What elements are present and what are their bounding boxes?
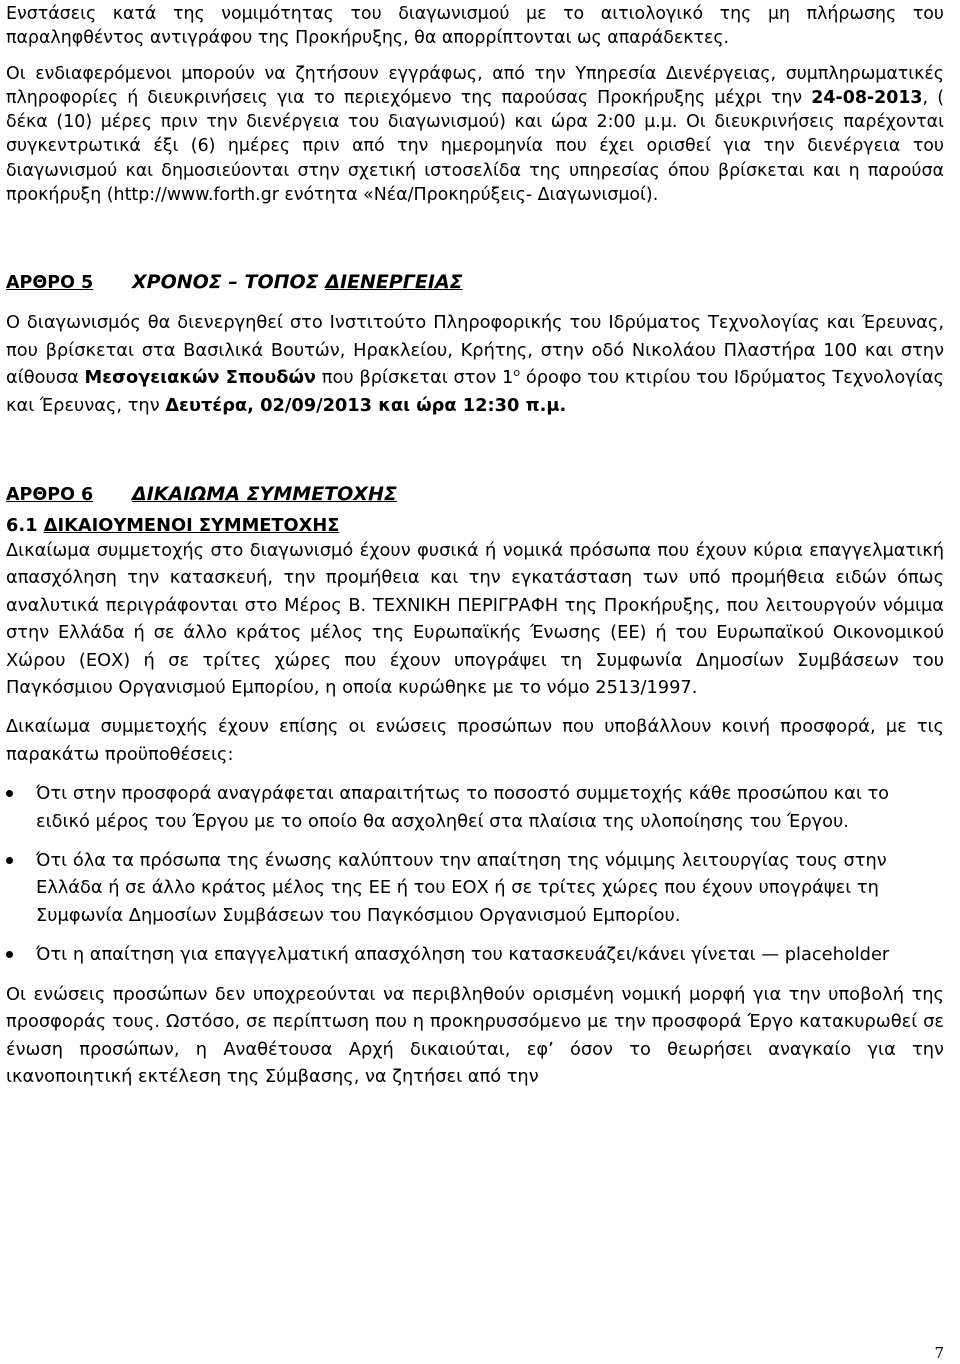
list-item [6, 847, 944, 929]
bullet-icon [6, 790, 13, 797]
conditions-list [6, 780, 944, 968]
article-6-paragraph-1: Δικαίωμα συμμετοχής στο διαγωνισμό έχουν φυσικά ή νομικά πρόσωπα που έχουν κύρια επαγγελματική απασχόληση την κατασκευή, την προμήθεια και την εγκατάσταση των υπό προμήθεια ειδών όπως αναλυτικά περιγράφονται στο Μέρος Β. ΤΕΧΝΙΚΗ ΠΕΡΙΓΡΑΦΗ της Προκήρυξης, που λειτουργούν νόμιμα στην Ελλάδα ή σε άλλο κράτος μέλος της Ευρωπαϊκής Ένωσης (ΕΕ) ή του Ευρωπαϊκού Οικονομικού Χώρου (ΕΟΧ) ή σε τρίτες χώρες που έχουν υπογράψει τη Συμφωνία Δημοσίων Συμβάσεων του Παγκόσμιου Οργανισμού Εμπορίου, η οποία κυρώθηκε με το νόμο 2513/1997. [6, 540, 944, 699]
list-item-text: Ότι όλα τα πρόσωπα της ένωσης καλύπτουν την απαίτηση της νόμιμης λειτουργίας τους στην Ελλάδα ή σε άλλο κράτος μέλος της ΕΕ ή του ΕΟΧ ή σε τρίτες χώρες που έχουν υπογράψει τη Συμφωνία Δημοσίων Συμβάσεων του Παγκόσμιου Οργανισμού Εμπορίου. [36, 850, 887, 926]
article-5-title-a: ΧΡΟΝΟΣ – ΤΟΠΟΣ [132, 271, 326, 294]
subsection-6-1-heading [6, 515, 944, 536]
article-6-title [132, 483, 397, 505]
article-6-paragraph-2: Δικαίωμα συμμετοχής έχουν επίσης οι ενώσεις προσώπων που υποβάλλουν κοινή προσφορά, με τις παρακάτω προϋποθέσεις: [6, 716, 944, 765]
list-item-text: Ότι στην προσφορά αναγράφεται απαραιτήτως το ποσοστό συμμετοχής κάθε προσώπου και το ειδικό μέρος του Έργου με το οποίο θα ασχοληθεί στα πλαίσια της υλοποίησης του Έργου. [36, 783, 890, 832]
list-item [6, 780, 944, 835]
ordinal-suffix: ο [513, 366, 521, 380]
article-5-body-a: Ο διαγωνισμός θα διενεργηθεί στο Ινστιτούτο Πληροφορικής του Ιδρύματος Τεχνολογίας και Έρευνας, που βρίσκεται στα Βασιλικά Βουτών, Ηρακλείου, Κρήτης, στην οδό Νικολάου Πλαστήρα 100 και στην αίθουσα [6, 312, 944, 389]
bullet-icon [6, 857, 13, 864]
subsection-number: 6.1 [6, 515, 44, 536]
event-day: Δευτέρα [165, 394, 248, 416]
intro-paragraph-2 [6, 62, 944, 208]
bullet-icon [6, 951, 13, 958]
article-5-body-c: όροφο του κτιρίου του Ιδρύματος Τεχνολογίας και Έρευνας, την [6, 367, 944, 416]
list-item [6, 941, 944, 968]
intro-text-b: , ( δέκα (10) μέρες πριν την διενέργεια του διαγωνισμού) και ώρα 2:00 μ.μ. Οι διευκρινήσεις παρέχονται συγκεντρωτικά έξι (6) ημέρες πριν από την ημερομηνία που έχει ορισθεί για την διενέργεια του διαγωνισμού και δημοσιεύονται στην σχετική ιστοσελίδα της υπηρεσίας όπου βρίσκεται και η παρούσα προκήρυξη (http://www.forth.gr ενότητα «Νέα/Προκηρύξεις- Διαγωνισμοί). [6, 87, 944, 206]
article-6-title-text: ΔΙΚΑΙΩΜΑ ΣΥΜΜΕΤΟΧΗΣ [132, 483, 397, 505]
article-6-paragraph-3: Οι ενώσεις προσώπων δεν υποχρεούνται να περιβληθούν ορισμένη νομική μορφή για την υποβολή της προσφοράς τους. Ωστόσο, σε περίπτωση που η προκηρυσσόμενο με την προσφορά Έργο κατακυρωθεί σε ένωση προσώπων, η Αναθέτουσα Αρχή δικαιούται, εφ’ όσον το θεωρήσει αναγκαίο για την ικανοποιητική εκτέλεση της Σύμβασης, να ζητήσει από την [6, 983, 944, 1087]
list-item-text: Ότι η απαίτηση για επαγγελματική απασχόληση του κατασκευάζει/κάνει γίνεται — placeholder [36, 944, 890, 966]
intro-paragraph-1: Ενστάσεις κατά της νομιμότητας του διαγωνισμού με το αιτιολογικό της μη πλήρωσης του παραληφθέντος αντιγράφου της Προκήρυξης, θα απορρίπτονται ως απαράδεκτες. [6, 4, 944, 49]
page-number: 7 [934, 1344, 944, 1362]
article-5-title-b: ΔΙΕΝΕΡΓΕΙΑΣ [325, 271, 463, 294]
article-6-label: ΑΡΘΡΟ 6 [6, 485, 94, 505]
article-5-label: ΑΡΘΡΟ 5 [6, 273, 94, 294]
article-6-heading [6, 483, 944, 505]
article-5-title [132, 271, 463, 293]
intro-text-a: Οι ενδιαφερόμενοι μπορούν να ζητήσουν εγγράφως, από την Υπηρεσία Διενέργειας, συμπληρωματικές πληροφορίες ή διευκρινήσεις για το περιεχόμενο της παρούσας Προκήρυξης μέχρι την [6, 63, 944, 108]
event-datetime: , 02/09/2013 και ώρα 12:30 π.μ. [247, 394, 567, 416]
article-5-body-b: που βρίσκεται στον 1 [316, 367, 514, 389]
article-5-body [6, 309, 944, 419]
room-name: Μεσογειακών Σπουδών [84, 367, 317, 389]
subsection-title: ΔΙΚΑΙΟΥΜΕΝΟΙ ΣΥΜΜΕΤΟΧΗΣ [43, 515, 340, 536]
deadline-date: 24-08-2013 [811, 87, 923, 108]
article-5-heading [6, 271, 944, 293]
